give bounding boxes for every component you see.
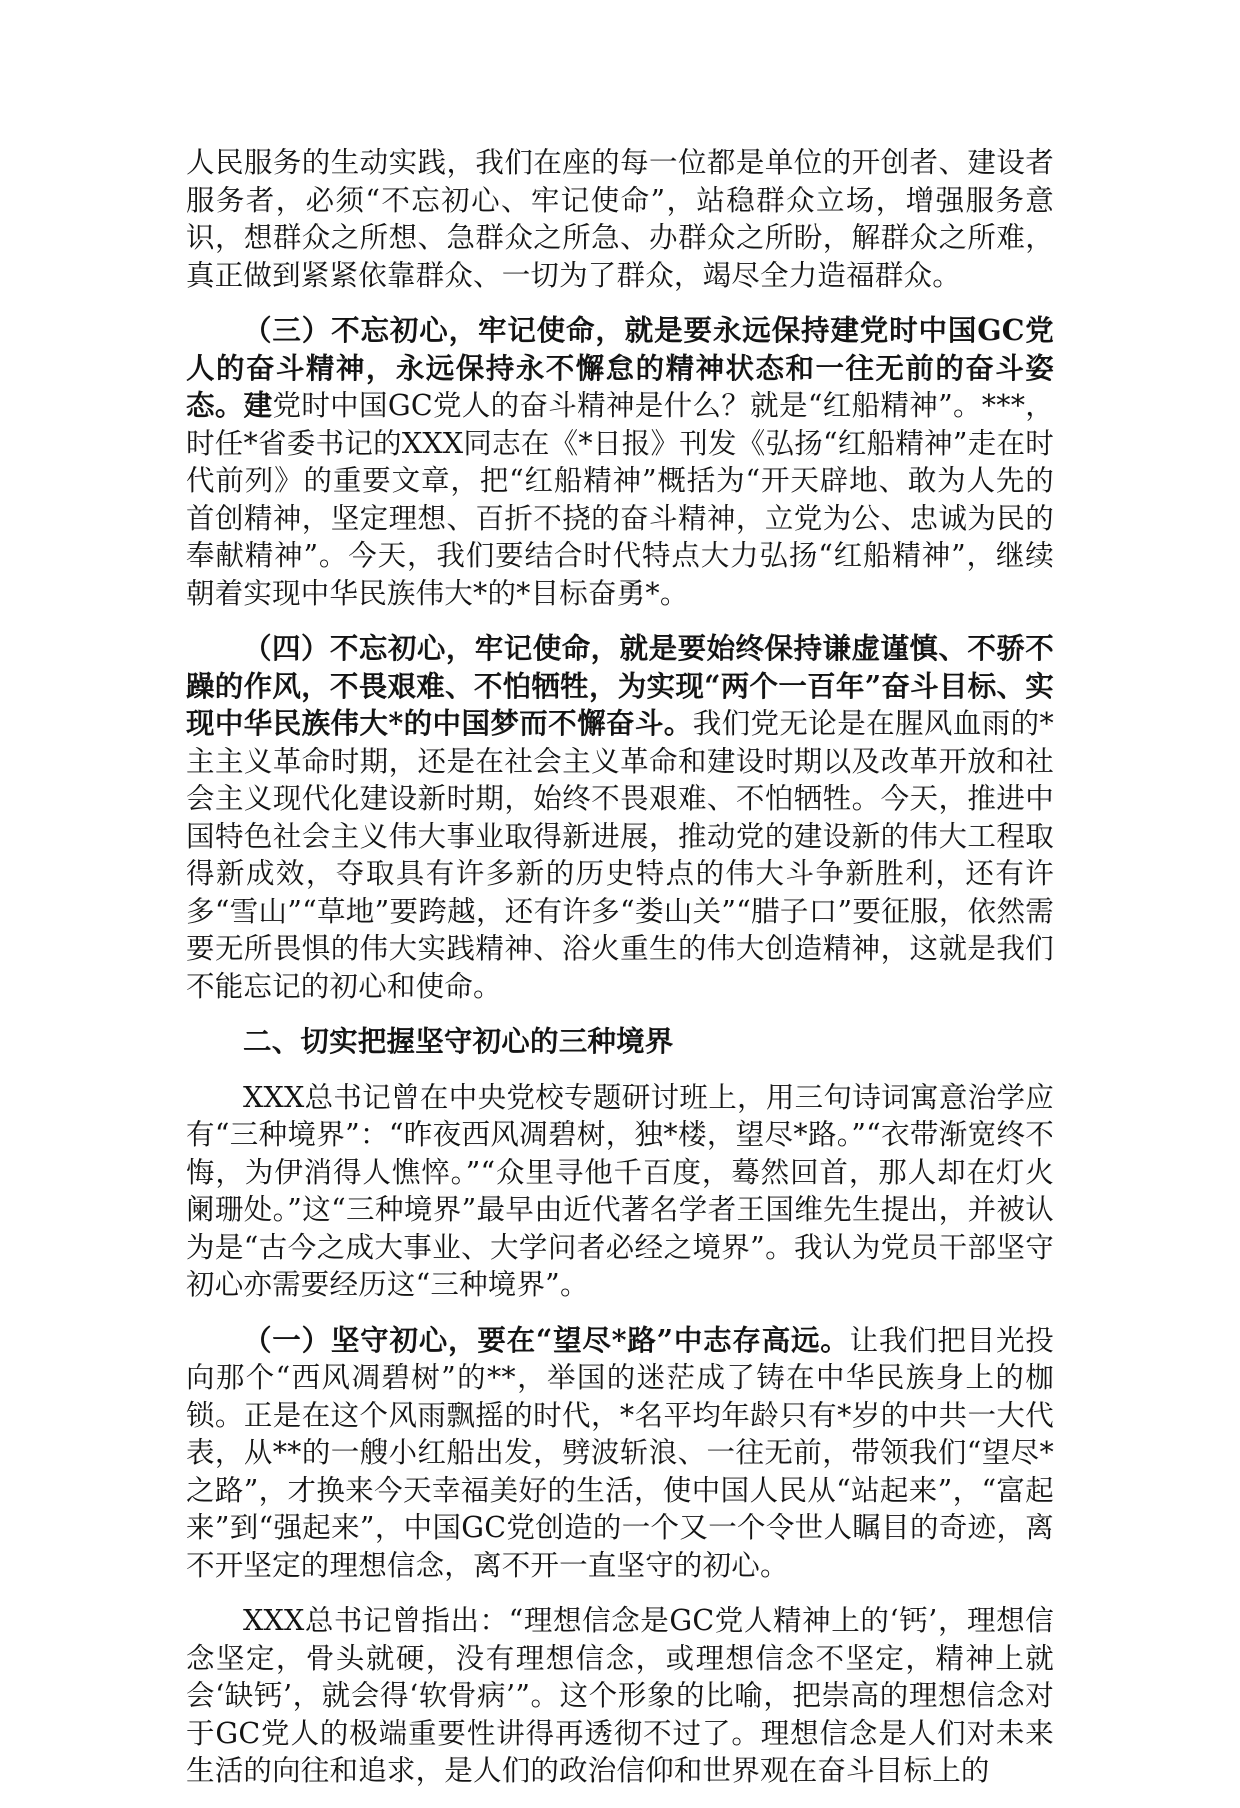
- subsection-1-lead: （一）坚守初心，要在“望尽*路”中志存高远。: [243, 1322, 850, 1357]
- heading-part-2: 二、切实把握坚守初心的三种境界: [243, 1024, 674, 1058]
- paragraph-ideals: XXX总书记曾指出：“理想信念是GC党人精神上的‘钙’，理想信念坚定，骨头就硬，没有理想信念，或理想信念不坚定，精神上就会‘缺钙’，就会得‘软骨病’”。这个形象的比喻，把崇高的理想信念对于GC党人的极端重要性讲得再透彻不过了。理想信念是人们对未来生活的向往和追求，是人们的政治信仰和世界观在奋斗目标上的: [186, 1604, 1054, 1787]
- subsection-1-body: 让我们把目光投向那个“西风凋碧树”的**，举国的迷茫成了铸在中华民族身上的枷锁。正是在这个风雨飘摇的时代，*名平均年龄只有*岁的中共一大代表，从**的一艘小红船出发，劈波斩浪、一往无前，带领我们“望尽*之路”，才换来今天幸福美好的生活，使中国人民从“站起来”，“富起来”到“强起来”，中国GC党创造的一个又一个令世人瞩目的奇迹，离不开坚定的理想信念，离不开一直坚守的初心。: [186, 1323, 1054, 1582]
- paragraph-three-realms: XXX总书记曾在中央党校专题研讨班上，用三句诗词寓意治学应有“三种境界”：“昨夜西风凋碧树，独*楼，望尽*路。”“衣带渐宽终不悔，为伊消得人憔悴。”“众里寻他千百度，蓦然回首，那人却在灯火阑珊处。”这“三种境界”最早由近代著名学者王国维先生提出，并被认为是“古今之成大事业、大学问者必经之境界”。我认为党员干部坚守初心亦需要经历这“三种境界”。: [186, 1080, 1054, 1301]
- paragraph-continuation: 人民服务的生动实践，我们在座的每一位都是单位的开创者、建设者服务者，必须“不忘初心、牢记使命”，站稳群众立场，增强服务意识，想群众之所想、急群众之所急、办群众之所盼，解群众之所难，真正做到紧紧依靠群众、一切为了群众，竭尽全力造福群众。: [186, 146, 1054, 292]
- document-body: [186, 144, 1054, 1808]
- section-4-lead: （四）不忘初心，牢记使命，就是要始终保持谦虚谨慎、不骄不躁的作风，不畏艰难、不怕牺牲，为实现“两个一百年”奋斗目标、实现中华民族伟大*的中国梦而不懈奋斗。: [186, 631, 1054, 740]
- paragraph-section-3: [186, 312, 1054, 612]
- section-3-body: 党时中国GC党人的奋斗精神是什么？就是“红船精神”。***，时任*省委书记的XXX同志在《*日报》刊发《弘扬“红船精神”走在时代前列》的重要文章，把“红船精神”概括为“开天辟地、敢为人先的首创精神，坚定理想、百折不挠的奋斗精神，立党为公、忠诚为民的奉献精神”。今天，我们要结合时代特点大力弘扬“红船精神”，继续朝着实现中华民族伟大*的*目标奋勇*。: [186, 389, 1054, 610]
- section-4-body: 我们党无论是在腥风血雨的*主主义革命时期，还是在社会主义革命和建设时期以及改革开放和社会主义现代化建设新时期，始终不畏艰难、不怕牺牲。今天，推进中国特色社会主义伟大事业取得新进展，推动党的建设新的伟大工程取得新成效，夺取具有许多新的历史特点的伟大斗争新胜利，还有许多“雪山”“草地”要跨越，还有许多“娄山关”“腊子口”要征服，依然需要无所畏惧的伟大实践精神、浴火重生的伟大创造精神，这就是我们不能忘记的初心和使命。: [186, 707, 1054, 1003]
- paragraph-section-4: [186, 630, 1054, 1005]
- paragraph-subsection-1: [186, 1322, 1054, 1585]
- section-3-lead: （三）不忘初心，牢记使命，就是要永远保持建党时中国GC党人的奋斗精神，永远保持永不懈怠的精神状态和一往无前的奋斗姿态。建: [186, 313, 1054, 422]
